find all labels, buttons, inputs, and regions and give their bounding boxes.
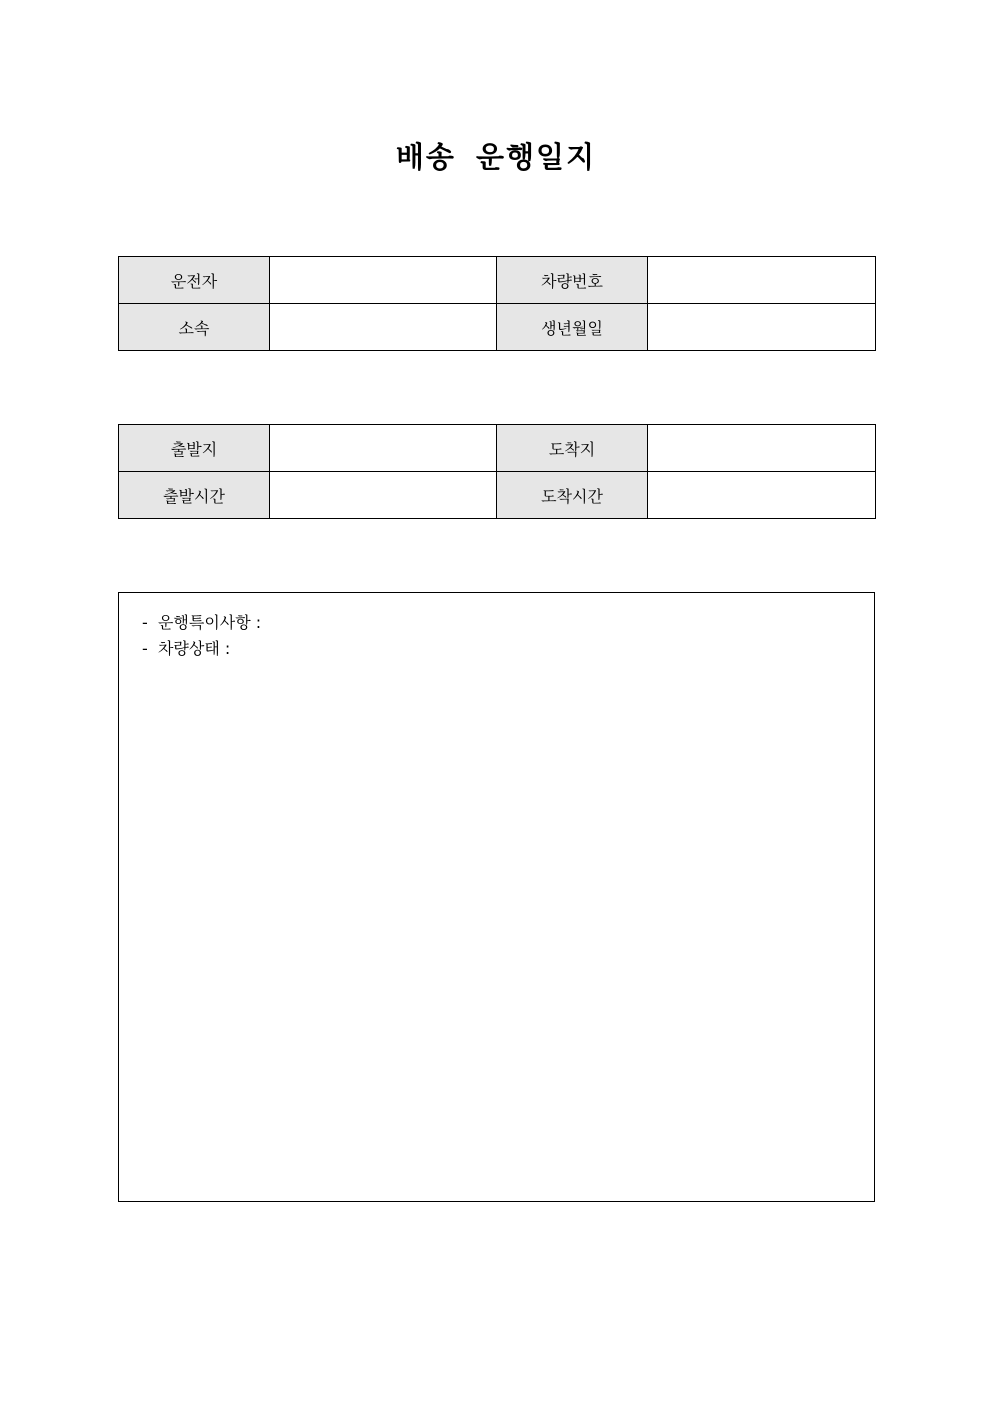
notes-item-special-remarks: - 운행특이사항 : <box>142 613 262 632</box>
route-info-table <box>118 424 876 519</box>
notes-item-vehicle-condition: - 차량상태 : <box>142 639 231 658</box>
birthdate-label: 생년월일 <box>497 304 648 351</box>
vehicle-number-label: 차량번호 <box>497 257 648 304</box>
table-row <box>119 425 876 472</box>
page-title: 배송 운행일지 <box>395 140 597 174</box>
birthdate-field[interactable] <box>648 304 876 351</box>
driver-label: 운전자 <box>119 257 270 304</box>
driver-field[interactable] <box>270 257 497 304</box>
departure-time-field[interactable] <box>270 472 497 519</box>
arrival-place-label: 도착지 <box>497 425 648 472</box>
table-row <box>119 257 876 304</box>
arrival-time-label: 도착시간 <box>497 472 648 519</box>
notes-list <box>119 593 874 662</box>
affiliation-label: 소속 <box>119 304 270 351</box>
departure-place-label: 출발지 <box>119 425 270 472</box>
arrival-time-field[interactable] <box>648 472 876 519</box>
affiliation-field[interactable] <box>270 304 497 351</box>
table-row <box>119 304 876 351</box>
table-row <box>119 472 876 519</box>
departure-place-field[interactable] <box>270 425 497 472</box>
departure-time-label: 출발시간 <box>119 472 270 519</box>
arrival-place-field[interactable] <box>648 425 876 472</box>
vehicle-number-field[interactable] <box>648 257 876 304</box>
notes-box[interactable] <box>118 592 875 1202</box>
driver-info-table <box>118 256 876 351</box>
